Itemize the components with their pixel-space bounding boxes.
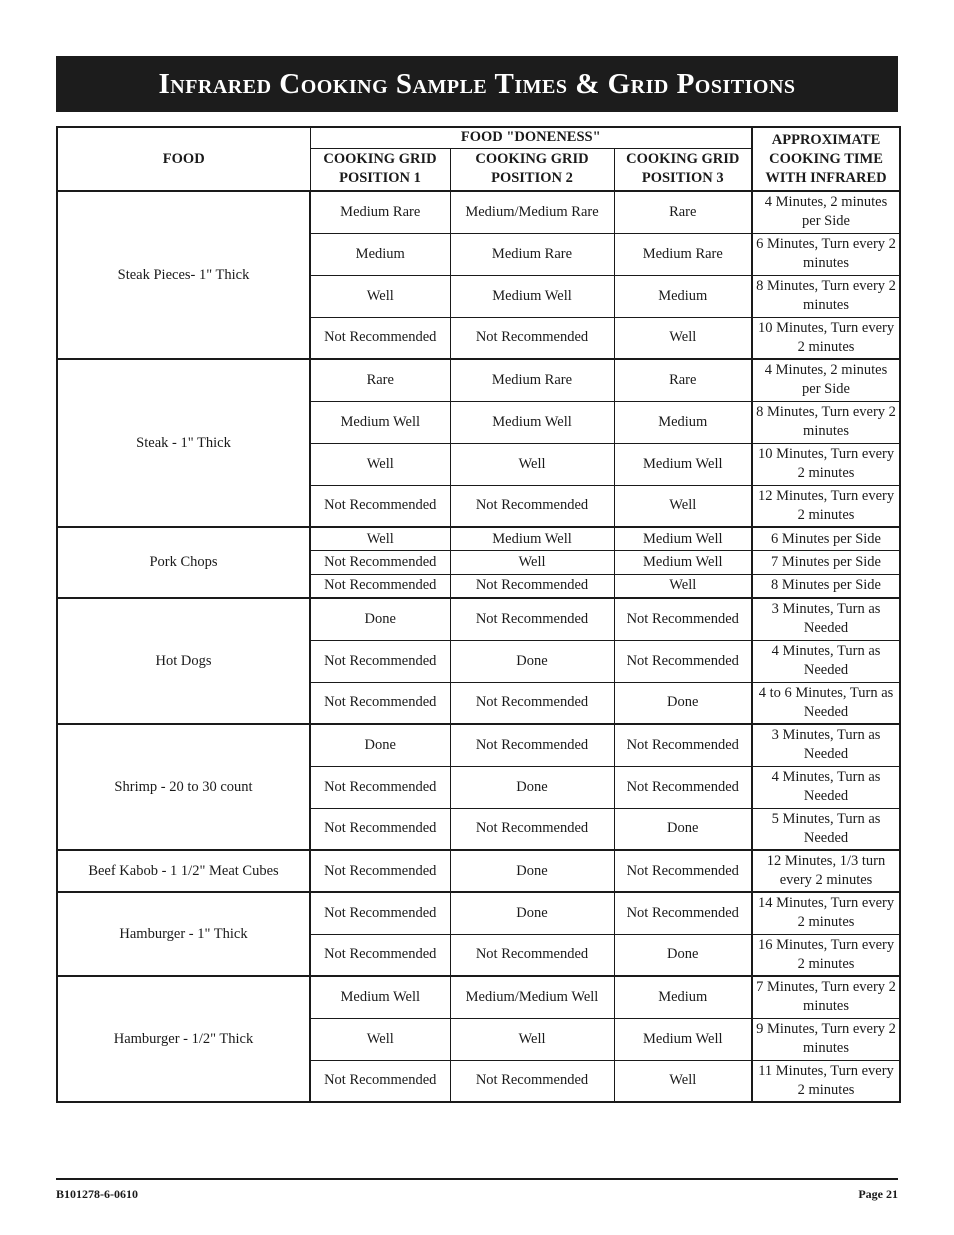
position-2-cell: Not Recommended — [450, 574, 614, 598]
position-2-cell: Medium Well — [450, 401, 614, 443]
position-1-cell: Not Recommended — [310, 1060, 450, 1102]
position-2-cell: Medium Well — [450, 527, 614, 551]
table-row — [57, 724, 900, 766]
position-3-cell: Medium Well — [614, 551, 752, 575]
position-2-cell: Medium Well — [450, 275, 614, 317]
position-3-cell: Not Recommended — [614, 850, 752, 892]
position-1-cell: Well — [310, 443, 450, 485]
table-row — [57, 976, 900, 1018]
position-1-cell: Well — [310, 1018, 450, 1060]
position-3-cell: Not Recommended — [614, 892, 752, 934]
position-2-cell: Well — [450, 551, 614, 575]
position-2-cell: Done — [450, 850, 614, 892]
position-1-cell: Well — [310, 527, 450, 551]
cooking-time-cell: 12 Minutes, Turn every 2 minutes — [752, 485, 900, 527]
cooking-time-cell: 8 Minutes, Turn every 2 minutes — [752, 275, 900, 317]
position-2-cell: Done — [450, 892, 614, 934]
position-3-cell: Well — [614, 1060, 752, 1102]
food-name-cell: Hamburger - 1/2" Thick — [57, 976, 310, 1102]
position-1-cell: Rare — [310, 359, 450, 401]
cooking-time-cell: 6 Minutes, Turn every 2 minutes — [752, 233, 900, 275]
food-name-cell: Steak Pieces- 1" Thick — [57, 191, 310, 359]
position-3-cell: Well — [614, 485, 752, 527]
cooking-time-cell: 3 Minutes, Turn as Needed — [752, 598, 900, 640]
cooking-time-cell: 9 Minutes, Turn every 2 minutes — [752, 1018, 900, 1060]
cooking-time-cell: 10 Minutes, Turn every 2 minutes — [752, 443, 900, 485]
cooking-time-cell: 7 Minutes per Side — [752, 551, 900, 575]
position-2-cell: Well — [450, 1018, 614, 1060]
table-row — [57, 191, 900, 233]
table-row — [57, 598, 900, 640]
position-2-cell: Not Recommended — [450, 682, 614, 724]
position-1-cell: Not Recommended — [310, 850, 450, 892]
position-1-cell: Done — [310, 724, 450, 766]
position-1-cell: Medium Well — [310, 401, 450, 443]
position-2-cell: Medium/Medium Well — [450, 976, 614, 1018]
position-2-cell: Done — [450, 766, 614, 808]
position-2-cell: Done — [450, 640, 614, 682]
cooking-time-cell: 4 Minutes, 2 minutes per Side — [752, 191, 900, 233]
food-name-cell: Steak - 1" Thick — [57, 359, 310, 527]
position-1-cell: Not Recommended — [310, 574, 450, 598]
header-position-1: COOKING GRID POSITION 1 — [310, 148, 450, 191]
position-3-cell: Done — [614, 934, 752, 976]
position-1-cell: Done — [310, 598, 450, 640]
header-position-3: COOKING GRID POSITION 3 — [614, 148, 752, 191]
position-1-cell: Not Recommended — [310, 485, 450, 527]
food-name-cell: Shrimp - 20 to 30 count — [57, 724, 310, 850]
cooking-time-cell: 4 Minutes, Turn as Needed — [752, 640, 900, 682]
food-name-cell: Pork Chops — [57, 527, 310, 598]
cooking-time-cell: 11 Minutes, Turn every 2 minutes — [752, 1060, 900, 1102]
position-2-cell: Well — [450, 443, 614, 485]
position-3-cell: Rare — [614, 359, 752, 401]
position-1-cell: Not Recommended — [310, 766, 450, 808]
position-2-cell: Not Recommended — [450, 724, 614, 766]
cooking-time-cell: 8 Minutes per Side — [752, 574, 900, 598]
header-doneness: FOOD "DONENESS" — [310, 127, 752, 148]
position-1-cell: Medium Rare — [310, 191, 450, 233]
cooking-time-cell: 4 Minutes, Turn as Needed — [752, 766, 900, 808]
position-3-cell: Done — [614, 808, 752, 850]
header-time: APPROXIMATE COOKING TIME WITH INFRARED — [752, 127, 900, 191]
page-number: Page 21 — [858, 1187, 898, 1201]
food-name-cell: Beef Kabob - 1 1/2" Meat Cubes — [57, 850, 310, 892]
cooking-time-cell: 4 Minutes, 2 minutes per Side — [752, 359, 900, 401]
position-1-cell: Medium Well — [310, 976, 450, 1018]
position-3-cell: Medium — [614, 275, 752, 317]
table-row — [57, 892, 900, 934]
position-2-cell: Medium Rare — [450, 359, 614, 401]
position-3-cell: Medium Well — [614, 527, 752, 551]
position-1-cell: Not Recommended — [310, 551, 450, 575]
cooking-time-cell: 12 Minutes, 1/3 turn every 2 minutes — [752, 850, 900, 892]
header-food: FOOD — [57, 127, 310, 191]
position-2-cell: Medium/Medium Rare — [450, 191, 614, 233]
position-2-cell: Not Recommended — [450, 1060, 614, 1102]
position-1-cell: Medium — [310, 233, 450, 275]
footer-divider — [56, 1178, 898, 1180]
food-name-cell: Hamburger - 1" Thick — [57, 892, 310, 976]
cooking-time-cell: 3 Minutes, Turn as Needed — [752, 724, 900, 766]
position-1-cell: Not Recommended — [310, 640, 450, 682]
cooking-times-table — [56, 126, 901, 1103]
position-3-cell: Medium — [614, 401, 752, 443]
position-1-cell: Not Recommended — [310, 934, 450, 976]
position-3-cell: Well — [614, 317, 752, 359]
position-1-cell: Not Recommended — [310, 808, 450, 850]
position-1-cell: Not Recommended — [310, 682, 450, 724]
position-1-cell: Not Recommended — [310, 317, 450, 359]
cooking-time-cell: 14 Minutes, Turn every 2 minutes — [752, 892, 900, 934]
position-3-cell: Medium Rare — [614, 233, 752, 275]
position-1-cell: Well — [310, 275, 450, 317]
position-3-cell: Medium Well — [614, 1018, 752, 1060]
cooking-time-cell: 4 to 6 Minutes, Turn as Needed — [752, 682, 900, 724]
position-3-cell: Not Recommended — [614, 640, 752, 682]
position-1-cell: Not Recommended — [310, 892, 450, 934]
cooking-time-cell: 6 Minutes per Side — [752, 527, 900, 551]
position-2-cell: Not Recommended — [450, 485, 614, 527]
position-2-cell: Not Recommended — [450, 934, 614, 976]
table-row — [57, 850, 900, 892]
position-2-cell: Not Recommended — [450, 317, 614, 359]
table-row — [57, 359, 900, 401]
cooking-time-cell: 10 Minutes, Turn every 2 minutes — [752, 317, 900, 359]
position-3-cell: Not Recommended — [614, 598, 752, 640]
table-row — [57, 527, 900, 551]
cooking-time-cell: 16 Minutes, Turn every 2 minutes — [752, 934, 900, 976]
position-3-cell: Medium — [614, 976, 752, 1018]
table-body — [57, 191, 900, 1102]
document-number: B101278-6-0610 — [56, 1187, 138, 1201]
position-3-cell: Well — [614, 574, 752, 598]
position-3-cell: Done — [614, 682, 752, 724]
header-position-2: COOKING GRID POSITION 2 — [450, 148, 614, 191]
position-3-cell: Medium Well — [614, 443, 752, 485]
page-title: Infrared Cooking Sample Times & Grid Positions — [56, 56, 898, 112]
cooking-time-cell: 8 Minutes, Turn every 2 minutes — [752, 401, 900, 443]
position-2-cell: Not Recommended — [450, 598, 614, 640]
position-3-cell: Not Recommended — [614, 724, 752, 766]
cooking-time-cell: 5 Minutes, Turn as Needed — [752, 808, 900, 850]
position-2-cell: Not Recommended — [450, 808, 614, 850]
position-2-cell: Medium Rare — [450, 233, 614, 275]
food-name-cell: Hot Dogs — [57, 598, 310, 724]
cooking-time-cell: 7 Minutes, Turn every 2 minutes — [752, 976, 900, 1018]
position-3-cell: Rare — [614, 191, 752, 233]
position-3-cell: Not Recommended — [614, 766, 752, 808]
